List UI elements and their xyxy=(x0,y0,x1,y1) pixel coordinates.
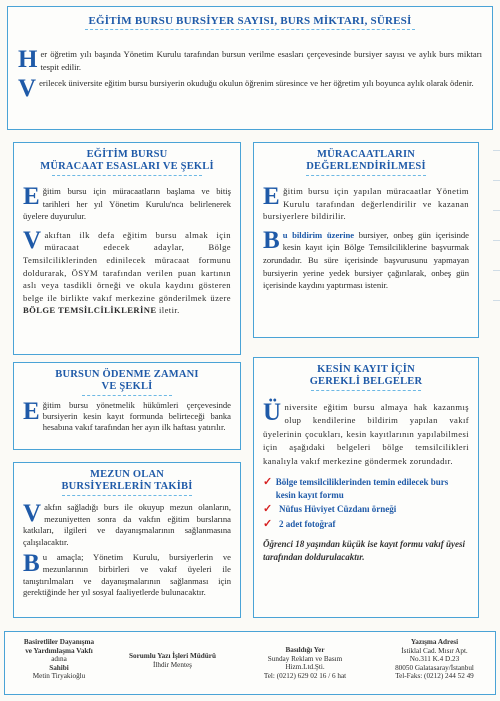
paragraph xyxy=(23,502,231,548)
paragraph-text: erilecek üniversite eğitim bursu bursiyerin okuduğu okulun öğrenim süresince ve her öğretim yılı boyunca aylık olarak ödenir. xyxy=(39,78,474,89)
drop-cap: B xyxy=(263,226,280,254)
list-item xyxy=(263,503,469,516)
title-divider xyxy=(82,395,172,396)
owner-line: Basiretliler Dayanışma xyxy=(23,638,95,646)
section-title-line2: VE ŞEKLİ xyxy=(101,381,153,392)
side-rule xyxy=(493,150,500,151)
title-divider xyxy=(52,175,202,176)
paragraph xyxy=(263,185,469,223)
section-title-line2: DEĞERLENDİRİLMESİ xyxy=(306,161,426,172)
drop-cap: E xyxy=(23,183,40,210)
title-divider xyxy=(62,495,192,496)
title-divider xyxy=(85,29,415,30)
address-title: Yazışma Adresi xyxy=(410,638,459,646)
paragraph xyxy=(23,552,231,598)
section-required-documents xyxy=(253,357,479,618)
note: Öğrenci 18 yaşından küçük ise kayıt formu vakıf üyesi tarafından doldurulacaktır. xyxy=(263,539,465,563)
paragraph xyxy=(23,226,231,317)
owner-line: adına xyxy=(51,655,67,664)
paragraph-text: er öğretim yılı başında Yönetim Kurulu tarafından bursun verilme esasları çerçevesinde bursiyer sayısı ve aylık burs miktarı tespit edilir. xyxy=(40,49,482,72)
list-item-label: Nüfus Hüviyet Cüzdanı örneği xyxy=(279,504,397,515)
section-title-line1: MÜRACAATLARIN xyxy=(316,149,416,160)
side-rule xyxy=(493,270,500,271)
paragraph-text: bursiyer, onbeş gün içerisinde kesin kayıt için Bölge Temsilciliklerine başvurmak zorundadır. Bu süre içerisinde başvurusunu yapmayan bursiyerin yerine yedek bursiyer çağırılarak, onbeş gün içerisinde kaydını yaptırması istenir. xyxy=(263,229,469,291)
owner-line: Sahibi xyxy=(49,663,69,672)
editor-name: İlhdir Menteş xyxy=(153,660,192,669)
printer-phone: Tel: (0212) 629 02 16 / 6 hat xyxy=(263,671,347,680)
section-payment xyxy=(13,362,241,450)
section-evaluation xyxy=(253,142,479,338)
paragraph-text: ğitim bursu yönetmelik hükümleri çerçevesinde bursiyerin kesin kayıt formunda belirteceği banka hesabına vakıf tarafından her ayın ilk haftası yatırılır. xyxy=(42,400,231,433)
section-application xyxy=(13,142,241,355)
owner-line: ve Yardımlaşma Vakfı xyxy=(25,646,93,655)
paragraph xyxy=(23,185,231,223)
section-title-line2: GEREKLİ BELGELER xyxy=(309,376,423,387)
paragraph-text: u amaçla; Yönetim Kurulu, bursiyerlerin ve mezunlarının birbirleri ve vakıf üyeleri ile tanıştırılmaları ve dayanışmalarının sağlanması için gerektiğinde her yıl sosyal faaliyetlerde bulunacaktır. xyxy=(23,552,231,598)
address-phone: Tel-Faks: (0212) 244 52 49 xyxy=(395,672,474,681)
drop-cap: V xyxy=(23,226,42,254)
address-line: İstiklal Cad. Mısır Apt. xyxy=(401,646,468,655)
footer-printer xyxy=(245,646,365,680)
paragraph xyxy=(263,226,469,292)
footer-imprint xyxy=(4,631,496,695)
drop-cap: E xyxy=(263,183,281,210)
paragraph-bold: u bildirim üzerine xyxy=(282,229,355,240)
side-rule xyxy=(493,210,500,211)
paragraph-text: ğitim bursu için müracaatların başlama ve bitiş tarihleri her yıl Yönetim Kurulu'nca belirlenerek üyelere duyurulur. xyxy=(23,186,231,222)
paragraph xyxy=(18,48,482,73)
check-icon: ✓ xyxy=(263,476,273,489)
drop-cap: V xyxy=(18,75,37,103)
section-title-line1: EĞİTİM BURSU xyxy=(86,149,168,160)
check-icon: ✓ xyxy=(263,517,273,530)
paragraph xyxy=(18,75,482,103)
paragraph-end: iletir. xyxy=(159,305,180,316)
paragraph-text: akıftan ilk defa eğitim bursu almak için müracaat edecek adaylar, Bölge Temsilciliklerinden edinilecek müracaat formunu doldurarak, ÖSYM tarafından verilen puan kartının aslı veya tasdikli örneği ve okula kaydını gösteren belge ile birlikte vakıf merkezine gönderilmek üzere xyxy=(23,229,231,303)
title-divider xyxy=(306,175,426,176)
drop-cap: Ü xyxy=(263,399,282,426)
paragraph-text: ğitim bursu için yapılan müracaatlar Yönetim Kurulu tarafından değerlendirilir ve kazanan bursiyerlere bildirilir. xyxy=(263,186,469,222)
list-item-label: 2 adet fotoğraf xyxy=(279,518,336,529)
paragraph xyxy=(263,401,469,468)
check-icon: ✓ xyxy=(263,503,273,516)
footer-editor xyxy=(115,652,230,669)
list-item xyxy=(263,518,469,531)
list-item xyxy=(263,476,469,501)
section-title-line1: MEZUN OLAN xyxy=(89,469,165,480)
footer-owner xyxy=(9,638,109,681)
drop-cap: V xyxy=(23,500,42,527)
list-item-label: Bölge temsilciliklerinden temin edilecek burs kesin kayıt formu xyxy=(275,477,449,500)
paragraph-text: niversite eğitim bursu almaya hak kazanmış olup kendilerine bildirim yapılan vakıf üyelerinin çocukları, kesin kayıtlarının yapılabilmesi için aşağıdaki belgeleri bölge temsilcilikleri kanalıyla vakıf merkezine göndermek zorundadır. xyxy=(263,402,469,466)
side-rule xyxy=(493,240,500,241)
section-title-line1: KESİN KAYIT İÇİN xyxy=(317,364,415,375)
paragraph-bold: BÖLGE TEMSİLCİLİKLERİNE xyxy=(23,305,157,316)
drop-cap: E xyxy=(23,398,40,425)
paragraph-text: akfın sağladığı burs ile okuyup mezun olanların, mezuniyetten sonra da vakfın eğitim burslarına katkıları, ilgileri ve dayanışmalarının sağlanmasına çalışılacaktır. xyxy=(23,502,231,547)
footer-address xyxy=(377,638,492,681)
owner-name: Metin Tiryakioğlu xyxy=(32,672,86,681)
printer-line: Hizm.Ltd.Şti. xyxy=(285,663,325,672)
address-line: No.311 K.4 D.23 xyxy=(409,655,460,664)
section-title-line1: BURSUN ÖDENME ZAMANI xyxy=(55,369,199,380)
section-title-line2: MÜRACAAT ESASLARI VE ŞEKLİ xyxy=(40,161,214,172)
printer-line: Sunday Reklam ve Basım xyxy=(267,654,343,663)
document-list xyxy=(263,476,469,530)
side-rule xyxy=(493,180,500,181)
drop-cap: B xyxy=(23,550,40,578)
side-rule xyxy=(493,300,500,301)
section-scholarship-count xyxy=(7,6,493,130)
title-divider xyxy=(311,390,421,391)
printer-title: Basıldığı Yer xyxy=(285,646,325,654)
paragraph xyxy=(23,400,231,434)
editor-title: Sorumlu Yazı İşleri Müdürü xyxy=(129,652,216,660)
address-line: 80050 Galatasaray/İstanbul xyxy=(395,663,474,672)
section-graduates xyxy=(13,462,241,618)
section-title-line2: BURSİYERLERİN TAKİBİ xyxy=(61,481,193,492)
drop-cap: H xyxy=(18,46,38,73)
section-title: EĞİTİM BURSU BURSİYER SAYISI, BURS MİKTARI, SÜRESİ xyxy=(88,15,412,27)
